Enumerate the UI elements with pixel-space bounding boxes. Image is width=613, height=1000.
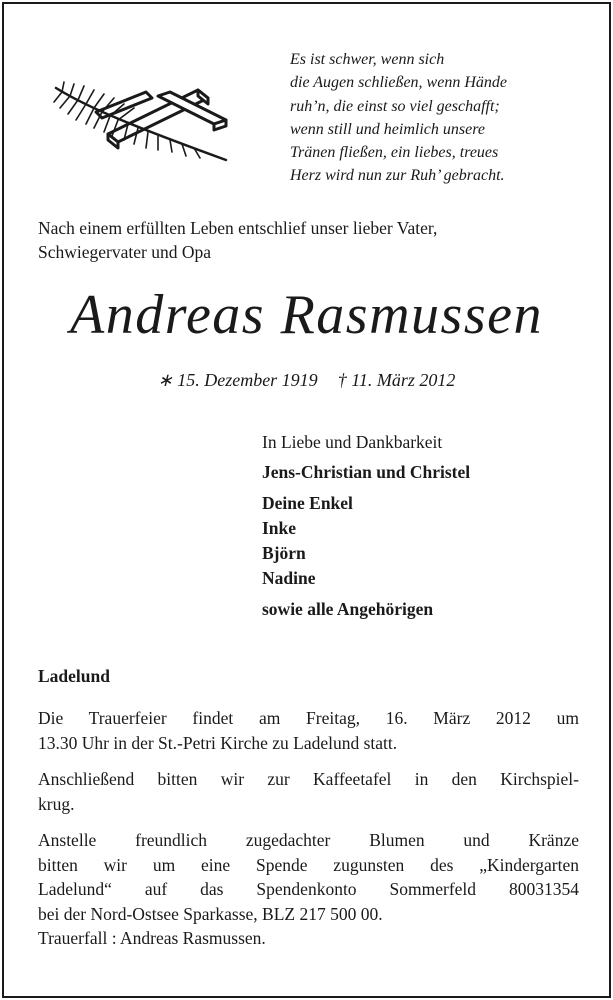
poem-line: die Augen schließen, wenn Hände xyxy=(290,74,507,92)
text-line: Die Trauerfeier findet am Freitag, 16. März 2012 um xyxy=(38,708,579,728)
birth-date: ∗ 15. Dezember 1919 xyxy=(157,370,318,390)
obituary-notice xyxy=(2,2,611,998)
grandchildren-label: Deine Enkel xyxy=(262,493,353,513)
poem-line: Tränen fließen, ein liebes, treues xyxy=(290,144,499,162)
paragraph-service xyxy=(38,706,579,755)
other-relatives: sowie alle Angehörigen xyxy=(262,599,434,619)
life-dates xyxy=(4,370,609,391)
text-line: krug. xyxy=(38,793,75,814)
text-line: Anschließend bitten wir zur Kaffeetafel in den Kirchspiel- xyxy=(38,769,579,789)
poem-line: Es ist schwer, wenn sich xyxy=(290,51,445,68)
paragraph-reception xyxy=(38,767,579,816)
text-line: bitten wir um eine Spende zugunsten des „Kindergarten xyxy=(38,854,579,875)
text-line: Trauerfall : Andreas Rasmussen. xyxy=(38,928,266,948)
death-date: † 11. März 2012 xyxy=(337,370,456,390)
text-line: Ladelund“ auf das Spendenkonto Sommerfeld 80031354 xyxy=(38,879,579,899)
text-line: 13.30 Uhr in der St.-Petri Kirche zu Ladelund statt. xyxy=(38,732,398,753)
text-line: bei der Nord-Ostsee Sparkasse, BLZ 217 500 00. xyxy=(38,903,383,924)
poem-line: wenn still und heimlich unsere xyxy=(290,120,485,138)
grandchild-name: Inke xyxy=(262,518,297,538)
deceased-name: Andreas Rasmussen xyxy=(70,284,543,346)
paragraph-donation xyxy=(38,828,579,951)
poem xyxy=(290,48,580,188)
funeral-details xyxy=(38,706,579,963)
text-line: Anstelle freundlich zugedachter Blumen und Kränze xyxy=(38,830,579,850)
intro-line: Nach einem erfüllten Leben entschlief unser lieber Vater, xyxy=(38,218,438,238)
place-heading: Ladelund xyxy=(38,666,110,686)
children-names: Jens-Christian und Christel xyxy=(262,462,471,482)
grandchild-name: Nadine xyxy=(262,568,316,588)
poem-line: ruh’n, die einst so viel geschafft; xyxy=(290,97,500,115)
intro-text xyxy=(38,216,583,264)
cross-with-palm-frond-icon xyxy=(48,78,244,164)
intro-line: Schwiegervater und Opa xyxy=(38,242,211,262)
mourners xyxy=(262,430,592,622)
mourners-lead: In Liebe und Dankbarkeit xyxy=(262,432,443,452)
grandchild-name: Björn xyxy=(262,543,306,563)
poem-line: Herz wird nun zur Ruh’ gebracht. xyxy=(290,167,505,185)
